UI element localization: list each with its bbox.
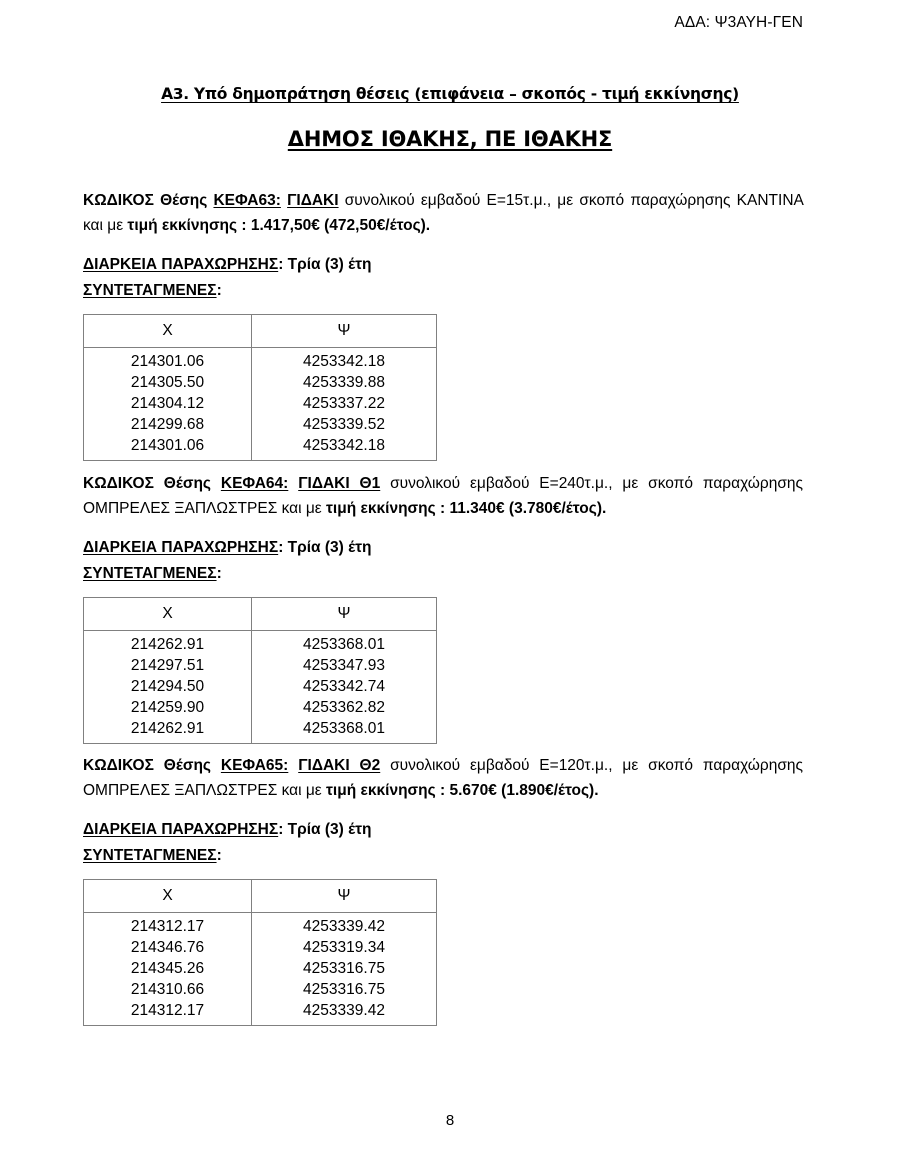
position-location: ΓΙΔΑΚΙ Θ1 xyxy=(298,475,381,492)
coordinates-colon: : xyxy=(216,282,222,299)
table-row xyxy=(84,979,437,1000)
column-header-x: Χ xyxy=(84,880,252,913)
coordinates-table-1 xyxy=(83,314,437,461)
section-title-text: Α3. Υπό δημοπράτηση θέσεις (επιφάνεια – σκοπός - τιμή εκκίνησης) xyxy=(161,85,739,103)
coordinate-x: 214301.06 xyxy=(84,435,252,461)
coordinate-x: 214262.91 xyxy=(84,718,252,744)
position-description-3 xyxy=(83,753,803,803)
starting-price-value: 11.340€ (3.780€/έτος). xyxy=(449,500,607,517)
coordinate-y: 4253316.75 xyxy=(303,981,385,998)
table-row xyxy=(84,655,437,676)
position-block-2 xyxy=(83,471,803,744)
column-header-y: Ψ xyxy=(252,598,437,631)
position-block-3 xyxy=(83,753,803,1026)
duration-value: : Τρία (3) έτη xyxy=(278,256,372,273)
coordinate-x: 214312.17 xyxy=(84,1000,252,1026)
coordinate-x: 214297.51 xyxy=(84,655,252,676)
coordinate-y: 4253339.42 xyxy=(303,918,385,935)
column-header-y: Ψ xyxy=(252,880,437,913)
coordinate-y: 4253339.42 xyxy=(303,1002,385,1019)
position-area-text: συνολικού εμβαδού Ε=240τ.μ., με σκοπό παραχώρησης xyxy=(380,475,803,492)
table-row xyxy=(84,937,437,958)
coordinate-x: 214299.68 xyxy=(84,414,252,435)
position-block-1 xyxy=(83,188,803,461)
ada-protocol-header: ΑΔΑ: Ψ3ΑΥΗ-ΓΕΝ xyxy=(674,14,803,31)
coordinate-y: 4253342.18 xyxy=(303,437,385,454)
coordinates-label: ΣΥΝΤΕΤΑΓΜΕΝΕΣ xyxy=(83,282,217,299)
position-description-1 xyxy=(83,188,803,238)
duration-label: ΔΙΑΡΚΕΙΑ ΠΑΡΑΧΩΡΗΣΗΣ xyxy=(83,539,279,556)
coordinate-x: 214345.26 xyxy=(84,958,252,979)
coordinate-y: 4253347.93 xyxy=(303,657,385,674)
coordinates-heading-2 xyxy=(83,561,803,586)
position-purpose: ΟΜΠΡΕΛΕΣ ΞΑΠΛΩΣΤΡΕΣ xyxy=(83,500,278,517)
coordinates-label: ΣΥΝΤΕΤΑΓΜΕΝΕΣ xyxy=(83,565,217,582)
coordinate-x: 214346.76 xyxy=(84,937,252,958)
column-header-x: Χ xyxy=(84,598,252,631)
position-area-text: συνολικού εμβαδού Ε=15τ.μ., με σκοπό παραχώρησης xyxy=(338,192,737,209)
section-title xyxy=(0,85,900,103)
duration-label: ΔΙΑΡΚΕΙΑ ΠΑΡΑΧΩΡΗΣΗΣ xyxy=(83,256,279,273)
coordinate-x: 214259.90 xyxy=(84,697,252,718)
position-code: ΚΕΦΑ63: xyxy=(213,192,281,209)
table-header-row xyxy=(84,315,437,348)
code-prefix-label: ΚΩΔΙΚΟΣ Θέσης xyxy=(83,757,211,774)
code-prefix-label: ΚΩΔΙΚΟΣ Θέσης xyxy=(83,192,208,209)
duration-value: : Τρία (3) έτη xyxy=(278,821,372,838)
table-row xyxy=(84,348,437,373)
starting-price-label: τιμή εκκίνησης : xyxy=(326,500,450,517)
position-and-with: και με xyxy=(277,500,327,517)
table-row xyxy=(84,913,437,938)
starting-price-label: τιμή εκκίνησης : xyxy=(127,217,251,234)
coordinate-y: 4253368.01 xyxy=(303,636,385,653)
position-description-2 xyxy=(83,471,803,521)
table-row xyxy=(84,958,437,979)
position-area-text: συνολικού εμβαδού Ε=120τ.μ., με σκοπό παραχώρησης xyxy=(380,757,803,774)
table-row xyxy=(84,1000,437,1026)
position-and-with: και με xyxy=(83,217,128,234)
coordinate-y: 4253337.22 xyxy=(303,395,385,412)
table-header-row xyxy=(84,598,437,631)
table-row xyxy=(84,676,437,697)
position-code: ΚΕΦΑ64: xyxy=(220,475,289,492)
position-purpose: ΟΜΠΡΕΛΕΣ ΞΑΠΛΩΣΤΡΕΣ xyxy=(83,782,278,799)
coordinates-label: ΣΥΝΤΕΤΑΓΜΕΝΕΣ xyxy=(83,847,217,864)
table-row xyxy=(84,631,437,656)
position-location: ΓΙΔΑΚΙ xyxy=(287,192,339,209)
table-row xyxy=(84,718,437,744)
duration-line-3 xyxy=(83,817,803,842)
coordinate-x: 214304.12 xyxy=(84,393,252,414)
coordinate-x: 214294.50 xyxy=(84,676,252,697)
table-row xyxy=(84,435,437,461)
coordinates-heading-1 xyxy=(83,278,803,303)
coordinate-y: 4253339.88 xyxy=(303,374,385,391)
table-row xyxy=(84,414,437,435)
table-row xyxy=(84,697,437,718)
coordinate-x: 214262.91 xyxy=(84,631,252,656)
starting-price-value: 5.670€ (1.890€/έτος). xyxy=(449,782,599,799)
municipality-title-text: ΔΗΜΟΣ ΙΘΑΚΗΣ, ΠΕ ΙΘΑΚΗΣ xyxy=(287,127,613,151)
coordinate-y: 4253362.82 xyxy=(303,699,385,716)
coordinate-y: 4253339.52 xyxy=(303,416,385,433)
coordinate-x: 214312.17 xyxy=(84,913,252,938)
code-prefix-label: ΚΩΔΙΚΟΣ Θέσης xyxy=(83,475,211,492)
municipality-title xyxy=(0,127,900,151)
table-row xyxy=(84,393,437,414)
duration-value: : Τρία (3) έτη xyxy=(278,539,372,556)
coordinates-table-2 xyxy=(83,597,437,744)
coordinates-heading-3 xyxy=(83,843,803,868)
starting-price-label: τιμή εκκίνησης : xyxy=(326,782,450,799)
position-code: ΚΕΦΑ65: xyxy=(220,757,289,774)
coordinates-colon: : xyxy=(216,847,222,864)
table-header-row xyxy=(84,880,437,913)
coordinate-x: 214310.66 xyxy=(84,979,252,1000)
page-number: 8 xyxy=(445,1112,455,1129)
coordinates-colon: : xyxy=(216,565,222,582)
coordinate-y: 4253342.18 xyxy=(303,353,385,370)
column-header-y: Ψ xyxy=(252,315,437,348)
position-purpose: ΚΑΝΤΙΝΑ xyxy=(736,192,803,209)
coordinate-x: 214305.50 xyxy=(84,372,252,393)
coordinate-y: 4253316.75 xyxy=(303,960,385,977)
coordinate-y: 4253319.34 xyxy=(303,939,385,956)
table-row xyxy=(84,372,437,393)
duration-label: ΔΙΑΡΚΕΙΑ ΠΑΡΑΧΩΡΗΣΗΣ xyxy=(83,821,279,838)
position-location: ΓΙΔΑΚΙ Θ2 xyxy=(298,757,381,774)
coordinates-table-3 xyxy=(83,879,437,1026)
coordinate-y: 4253342.74 xyxy=(303,678,385,695)
coordinate-x: 214301.06 xyxy=(84,348,252,373)
duration-line-1 xyxy=(83,252,803,277)
coordinate-y: 4253368.01 xyxy=(303,720,385,737)
starting-price-value: 1.417,50€ (472,50€/έτος). xyxy=(250,217,431,234)
duration-line-2 xyxy=(83,535,803,560)
column-header-x: Χ xyxy=(84,315,252,348)
position-and-with: και με xyxy=(277,782,327,799)
